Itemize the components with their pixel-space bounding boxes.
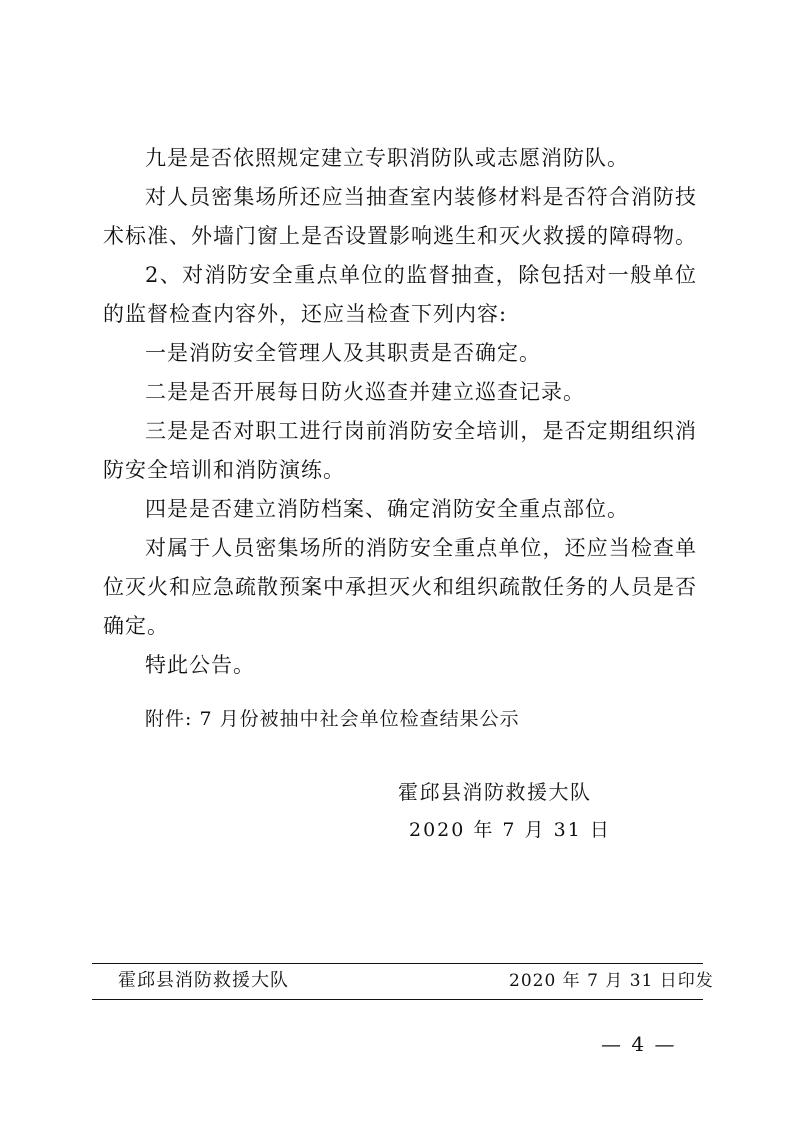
paragraph-crowded-key-units: 对属于人员密集场所的消防安全重点单位，还应当检查单位灭火和应急疏散预案中承担灭火和组织疏散任务的人员是否确定。 xyxy=(103,536,697,638)
footer-issue-date: 2020 年 7 月 31 日印发 xyxy=(509,971,714,991)
paragraph-item-4: 四是是否建立消防档案、确定消防安全重点部位。 xyxy=(145,497,629,521)
paragraph-item-9: 九是是否依照规定建立专职消防队或志愿消防队。 xyxy=(145,146,629,170)
footer-issuer: 霍邱县消防救援大队 xyxy=(118,970,289,991)
paragraph-item-2: 二是是否开展每日防火巡查并建立巡查记录。 xyxy=(145,380,585,404)
signature-date: 2020 年 7 月 31 日 xyxy=(409,819,611,841)
page-number: — 4 — xyxy=(601,1032,677,1056)
paragraph-item-3: 三是是否对职工进行岗前消防安全培训，是否定期组织消防安全培训和消防演练。 xyxy=(103,419,697,482)
footer-rule-top xyxy=(92,963,703,964)
paragraph-item-1: 一是消防安全管理人及其职责是否确定。 xyxy=(145,341,541,365)
footer-rule-bottom xyxy=(92,999,703,1000)
attachment-note: 附件: 7 月份被抽中社会单位检查结果公示 xyxy=(145,708,520,730)
paragraph-announcement: 特此公告。 xyxy=(145,653,255,677)
signature-org: 霍邱县消防救援大队 xyxy=(398,780,592,804)
paragraph-crowded-places: 对人员密集场所还应当抽查室内装修材料是否符合消防技术标准、外墙门窗上是否设置影响逃生和灭火救援的障碍物。 xyxy=(103,185,697,248)
paragraph-key-units-heading: 2、对消防安全重点单位的监督抽查，除包括对一般单位的监督检查内容外，还应当检查下列内容: xyxy=(103,263,697,326)
body-text xyxy=(103,139,697,685)
